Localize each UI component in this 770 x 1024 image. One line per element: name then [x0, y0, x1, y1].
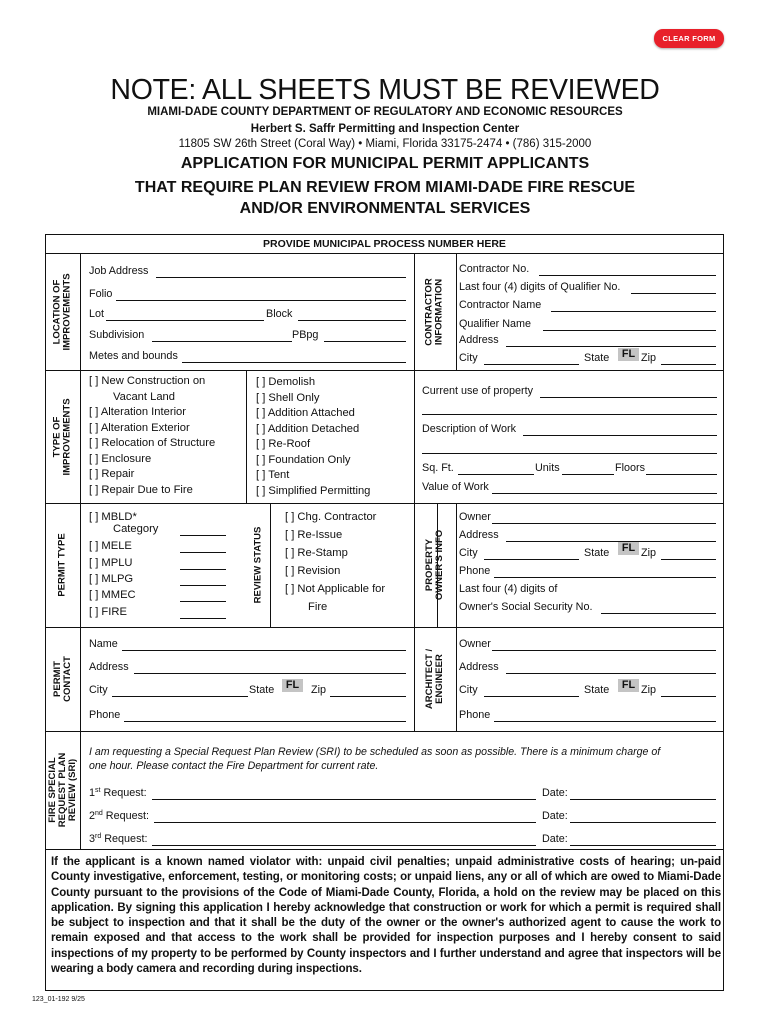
contact-phone-label: Phone: [89, 709, 121, 721]
form-title-line-3: AND/OR ENVIRONMENTAL SERVICES: [239, 200, 531, 217]
first-request-label: 1st Request:: [89, 787, 147, 799]
contractor-no-label: Contractor No.: [459, 263, 530, 275]
current-use-field-2[interactable]: [422, 414, 717, 415]
mplu-field[interactable]: [180, 569, 226, 570]
contact-name-label: Name: [89, 638, 118, 650]
sri-note-line-1: I am requesting a Special Request Plan Review (SRI) to be scheduled as soon as possible. There is a minimum charge of: [89, 746, 661, 758]
units-field[interactable]: [562, 474, 614, 475]
mmec-field[interactable]: [180, 601, 226, 602]
value-of-work-field[interactable]: [492, 493, 717, 494]
floors-label: Floors: [615, 462, 645, 474]
architect-phone-label: Phone: [459, 709, 491, 721]
contact-phone-field[interactable]: [124, 721, 406, 722]
divider: [46, 253, 723, 254]
note-heading: NOTE: ALL SHEETS MUST BE REVIEWED: [110, 74, 660, 106]
review-status-section-label: REVIEW STATUS: [252, 526, 263, 604]
improvement-option[interactable]: [ ] Enclosure: [89, 453, 152, 465]
clear-form-button[interactable]: CLEAR FORM: [654, 29, 724, 48]
architect-owner-label: Owner: [459, 638, 491, 650]
owner-address-label: Address: [459, 529, 499, 541]
contractor-state-label: State: [584, 352, 610, 364]
contact-city-field[interactable]: [112, 696, 248, 697]
metes-bounds-label: Metes and bounds: [89, 350, 178, 362]
description-label: Description of Work: [422, 423, 517, 435]
mlpg-field[interactable]: [180, 585, 226, 586]
review-status-option[interactable]: [ ] Re-Stamp: [285, 547, 348, 559]
permit-type-option[interactable]: [ ] FIRE: [89, 606, 127, 618]
current-use-label: Current use of property: [422, 385, 534, 397]
architect-owner-field[interactable]: [492, 650, 716, 651]
divider: [46, 627, 723, 628]
category-field[interactable]: [180, 535, 226, 536]
qualifier-digits-field[interactable]: [631, 293, 716, 294]
permit-type-section-label: PERMIT TYPE: [57, 533, 68, 597]
owner-phone-field[interactable]: [494, 577, 716, 578]
architect-section-label: ARCHITECT / ENGINEER: [424, 648, 446, 710]
location-section-label: LOCATION OF IMPROVEMENTS: [52, 272, 73, 351]
folio-label: Folio: [89, 288, 113, 300]
permit-type-option[interactable]: [ ] MMEC: [89, 589, 136, 601]
block-field[interactable]: [298, 320, 406, 321]
job-address-field[interactable]: [156, 277, 406, 278]
contractor-city-field[interactable]: [484, 364, 579, 365]
center-address: 11805 SW 26th Street (Coral Way) • Miami, Florida 33175-2474 • (786) 315-2000: [178, 138, 592, 150]
contractor-address-field[interactable]: [506, 346, 716, 347]
review-status-option[interactable]: [ ] Chg. Contractor: [285, 511, 377, 523]
second-request-field[interactable]: [154, 822, 536, 823]
improvement-option[interactable]: [ ] Addition Detached: [256, 423, 360, 435]
improvement-option[interactable]: [ ] Repair Due to Fire: [89, 484, 193, 496]
contact-name-field[interactable]: [122, 650, 406, 651]
third-date-label: Date:: [542, 833, 568, 845]
improvement-option[interactable]: [ ] Addition Attached: [256, 407, 355, 419]
qualifier-name-label: Qualifier Name: [459, 318, 532, 330]
owner-address-field[interactable]: [506, 541, 716, 542]
improvement-option[interactable]: [ ] Shell Only: [256, 392, 320, 404]
review-status-option[interactable]: [ ] Re-Issue: [285, 529, 343, 541]
subdivision-field[interactable]: [152, 341, 292, 342]
floors-field[interactable]: [646, 474, 717, 475]
lot-label: Lot: [89, 308, 105, 320]
improvement-option[interactable]: [ ] Simplified Permitting: [256, 485, 371, 497]
owner-ssn-label-1: Last four (4) digits of: [459, 583, 558, 595]
units-label: Units: [535, 462, 560, 474]
subdivision-label: Subdivision: [89, 329, 145, 341]
first-request-field[interactable]: [152, 799, 536, 800]
contact-city-label: City: [89, 684, 108, 696]
contact-address-label: Address: [89, 661, 129, 673]
third-request-field[interactable]: [152, 845, 536, 846]
contractor-zip-field[interactable]: [661, 364, 716, 365]
improvement-option[interactable]: [ ] Tent: [256, 469, 290, 481]
second-request-label: 2nd Request:: [89, 810, 150, 822]
fire-field[interactable]: [180, 618, 226, 619]
architect-state-label: State: [584, 684, 610, 696]
legal-notice: If the applicant is a known named violator with: unpaid civil penalties; unpaid administrative costs of hearing; un-paid County investigative, enforcement, testing, or monitoring costs; or unpaid liens, any or all of which are owed to Miami-Dade County pursuant to the provisions of the Code of Miami-Dade County, Florida, a hold on the review may be placed on this application. By signing this application I hereby acknowledge that construction or work for which a permit is required shall be subject to inspection and that it shall be the duty of the owner or the owner's authorized agent to cause the work to remain exposed and that access to the work shall be provided for inspection purposes and I hereby consent to said inspections of my property to be performed by County inspectors and I further understand and agree that inspectors will be wearing a body camera and recording during inspections.: [51, 856, 721, 976]
owner-zip-field[interactable]: [661, 559, 716, 560]
contractor-city-label: City: [459, 352, 478, 364]
divider: [46, 731, 723, 732]
owner-field[interactable]: [492, 523, 716, 524]
form-title-line-2: THAT REQUIRE PLAN REVIEW FROM MIAMI-DADE FIRE RESCUE: [134, 179, 636, 196]
divider: [46, 370, 723, 371]
contractor-no-field[interactable]: [539, 275, 716, 276]
third-request-label: 3rd Request:: [89, 833, 148, 845]
contractor-section-label: CONTRACTOR INFORMATION: [424, 277, 446, 346]
divider: [46, 503, 723, 504]
form-number: 123_01-192 9/25: [32, 996, 85, 1003]
qualifier-digits-label: Last four (4) digits of Qualifier No.: [459, 281, 621, 293]
owner-state-label: State: [584, 547, 610, 559]
architect-address-label: Address: [459, 661, 499, 673]
sri-note-line-2: one hour. Please contact the Fire Department for current rate.: [89, 760, 379, 772]
owner-ssn-label-2: Owner's Social Security No.: [459, 601, 593, 613]
contractor-name-label: Contractor Name: [459, 299, 542, 311]
architect-city-field[interactable]: [484, 696, 579, 697]
block-label: Block: [266, 308, 293, 320]
contractor-address-label: Address: [459, 334, 499, 346]
center-name: Herbert S. Saffr Permitting and Inspection Center: [250, 123, 520, 135]
improvement-option[interactable]: [ ] Alteration Exterior: [89, 422, 190, 434]
description-field-2[interactable]: [422, 453, 717, 454]
divider: [456, 253, 457, 370]
architect-address-field[interactable]: [506, 673, 716, 674]
lot-field[interactable]: [106, 320, 264, 321]
second-date-field[interactable]: [570, 822, 716, 823]
contractor-state-value: FL: [618, 348, 639, 361]
owner-ssn-field[interactable]: [601, 613, 716, 614]
sri-section-label: FIRE SPECIAL REQUEST PLAN REVIEW (SRI): [47, 752, 78, 828]
improvement-option: Vacant Land: [113, 391, 175, 403]
architect-zip-label: Zip: [641, 684, 656, 696]
third-date-field[interactable]: [570, 845, 716, 846]
architect-zip-field[interactable]: [661, 696, 716, 697]
improvement-option[interactable]: [ ] Re-Roof: [256, 438, 311, 450]
pb-pg-field[interactable]: [324, 341, 406, 342]
improvement-option[interactable]: [ ] New Construction on: [89, 375, 206, 387]
review-status-option: Fire: [308, 601, 328, 613]
permit-type-option[interactable]: [ ] MELE: [89, 540, 132, 552]
owner-zip-label: Zip: [641, 547, 656, 559]
permit-type-option[interactable]: [ ] MBLD*: [89, 511, 137, 523]
owner-city-label: City: [459, 547, 478, 559]
improvement-option[interactable]: [ ] Alteration Interior: [89, 406, 187, 418]
review-status-option[interactable]: [ ] Not Applicable for: [285, 583, 386, 595]
pb-pg-label: PBpg: [292, 329, 319, 341]
folio-field[interactable]: [116, 300, 406, 301]
form-title-line-1: APPLICATION FOR MUNICIPAL PERMIT APPLICANTS: [180, 155, 590, 172]
permit-type-option: Category: [113, 523, 159, 535]
owner-city-field[interactable]: [484, 559, 579, 560]
contact-address-field[interactable]: [134, 673, 406, 674]
owner-label: Owner: [459, 511, 491, 523]
value-of-work-label: Value of Work: [422, 481, 489, 493]
department-name: MIAMI-DADE COUNTY DEPARTMENT OF REGULATORY AND ECONOMIC RESOURCES: [147, 106, 623, 118]
type-section-label: TYPE OF IMPROVEMENTS: [52, 397, 73, 476]
permit-type-option[interactable]: [ ] MLPG: [89, 573, 134, 585]
current-use-field[interactable]: [540, 397, 717, 398]
description-field[interactable]: [523, 435, 717, 436]
qualifier-name-field[interactable]: [543, 330, 716, 331]
architect-state-value: FL: [618, 679, 639, 692]
contact-state-value: FL: [282, 679, 303, 692]
divider: [80, 253, 81, 849]
contact-zip-field[interactable]: [330, 696, 406, 697]
divider: [46, 849, 723, 850]
improvement-option[interactable]: [ ] Repair: [89, 468, 135, 480]
improvement-option[interactable]: [ ] Foundation Only: [256, 454, 351, 466]
job-address-label: Job Address: [89, 265, 149, 277]
mele-field[interactable]: [180, 552, 226, 553]
second-date-label: Date:: [542, 810, 568, 822]
divider: [456, 503, 457, 731]
architect-city-label: City: [459, 684, 478, 696]
architect-phone-field[interactable]: [494, 721, 716, 722]
owner-phone-label: Phone: [459, 565, 491, 577]
improvement-option[interactable]: [ ] Demolish: [256, 376, 316, 388]
contractor-zip-label: Zip: [641, 352, 656, 364]
first-date-field[interactable]: [570, 799, 716, 800]
divider: [246, 370, 247, 503]
contractor-name-field[interactable]: [551, 311, 716, 312]
permit-type-option[interactable]: [ ] MPLU: [89, 557, 133, 569]
metes-bounds-field[interactable]: [182, 362, 406, 363]
sq-ft-label: Sq. Ft.: [422, 462, 454, 474]
sq-ft-field[interactable]: [458, 474, 534, 475]
first-date-label: Date:: [542, 787, 568, 799]
contact-state-label: State: [249, 684, 275, 696]
improvement-option[interactable]: [ ] Relocation of Structure: [89, 437, 216, 449]
review-status-option[interactable]: [ ] Revision: [285, 565, 341, 577]
owner-state-value: FL: [618, 542, 639, 555]
divider: [270, 503, 271, 627]
contact-zip-label: Zip: [311, 684, 326, 696]
permit-contact-section-label: PERMIT CONTACT: [52, 656, 74, 702]
owner-section-label: PROPERTY OWNER'S INFO: [424, 529, 445, 601]
municipal-process-label: PROVIDE MUNICIPAL PROCESS NUMBER HERE: [263, 238, 506, 250]
